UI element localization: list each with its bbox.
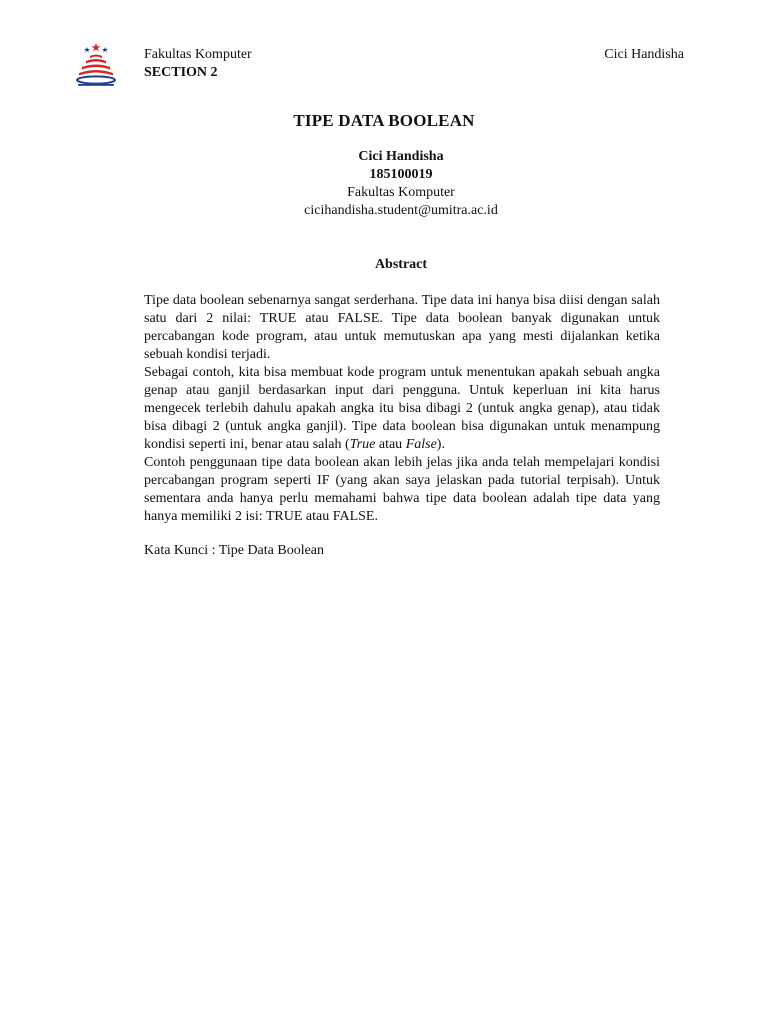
author-block [0,148,768,220]
author-name: Cici Handisha [358,149,444,164]
abstract-p2-false: False [405,437,437,452]
author-faculty: Fakultas Komputer [347,185,455,200]
university-logo-icon [74,42,118,88]
header-section: SECTION 2 [144,65,218,80]
author-email: cicihandisha.student@umitra.ac.id [304,203,498,218]
document-title: TIPE DATA BOOLEAN [293,111,475,130]
header-left [144,46,252,82]
abstract-paragraph-2 [144,364,660,454]
abstract-paragraph-1: Tipe data boolean sebenarnya sangat serderhana. Tipe data ini hanya bisa diisi dengan salah satu dari 2 nilai: TRUE atau FALSE. Tipe data boolean banyak digunakan untuk percabangan kode program, atau untuk memutuskan apa yang mesti dijalankan ketika sebuah kondisi terjadi. [144,293,660,362]
abstract-body [144,292,660,526]
abstract-heading: Abstract [374,257,428,272]
abstract-p2-end: ). [436,437,445,452]
header-author: Cici Handisha [604,47,684,62]
abstract-p2-atau: atau [375,437,406,452]
abstract-p2-true: True [349,437,376,452]
keywords: Kata Kunci : Tipe Data Boolean [144,543,325,558]
header-faculty: Fakultas Komputer [144,47,252,62]
author-id: 185100019 [369,167,433,182]
abstract-paragraph-3: Contoh penggunaan tipe data boolean akan lebih jelas jika anda telah mempelajari kondisi percabangan program seperti IF (yang akan saya jelaskan pada tutorial terpisah). Untuk sementara anda hanya perlu memahami bahwa tipe data boolean adalah tipe data yang hanya memiliki 2 isi: TRUE atau FALSE. [144,455,660,524]
abstract-p2-text: Sebagai contoh, kita bisa membuat kode program untuk menentukan apakah sebuah angka genap atau ganjil berdasarkan input dari pengguna. Untuk keperluan ini kita harus mengecek terlebih dahulu apakah angka itu bisa dibagi 2 (untuk angka genap), atau tidak bisa dibagi 2 (untuk angka ganjil). Tipe data boolean bisa digunakan untuk menampung kondisi seperti ini, benar atau salah ( [144,365,660,452]
